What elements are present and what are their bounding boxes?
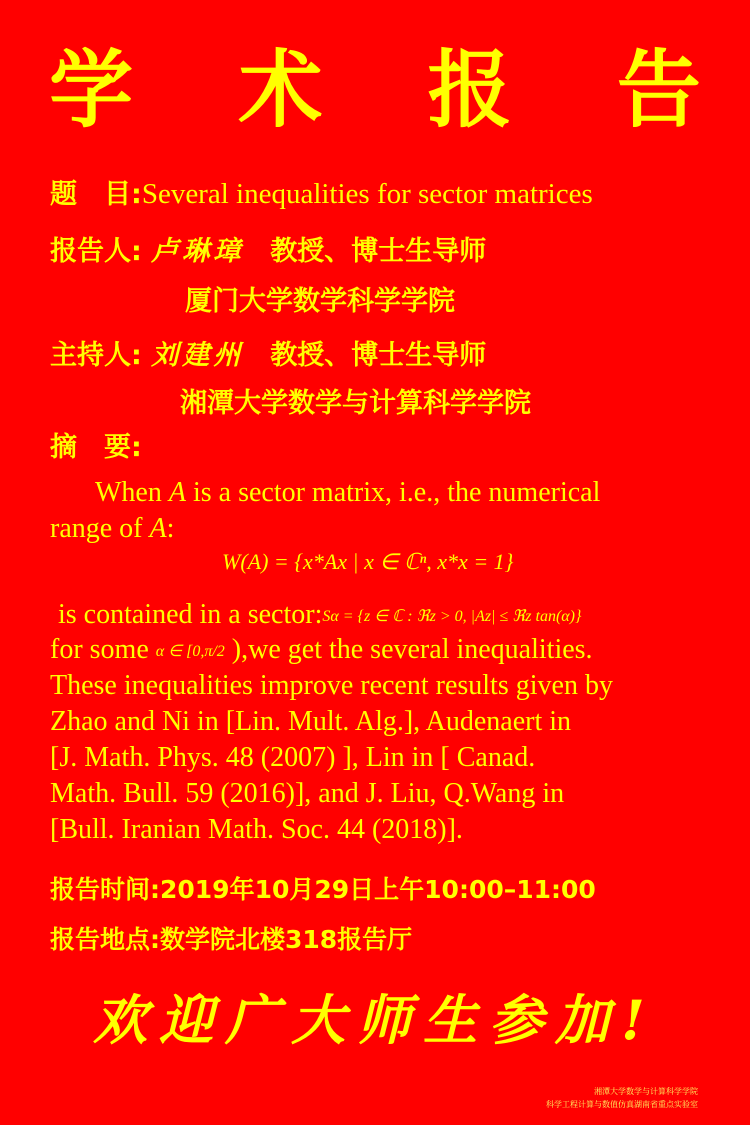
sector-formula: Sα = {z ∈ ℂ : ℜz > 0, |Az| ≤ ℜz tan(α)} [322, 608, 582, 626]
poster-title: 学 术 报 告 [49, 40, 739, 139]
abstract-line-2 [50, 511, 174, 546]
abstract-text: is a sector matrix, i.e., the numerical [192, 477, 601, 508]
speaker-row [50, 234, 486, 270]
speaker-label: 报告人: [50, 236, 142, 267]
numerical-range-formula: W(A) = {x*Ax | x ∈ ℂⁿ, x*x = 1} [222, 549, 514, 574]
speaker-title: 教授、博士生导师 [270, 236, 487, 267]
abstract-line-8: Math. Bull. 59 (2016)], and J. Liu, Q.Wang in [50, 778, 565, 809]
footer-organizer: 湘潭大学数学与计算科学学院 [594, 1087, 698, 1096]
math-var: A [168, 477, 186, 508]
abstract-line-3 [58, 597, 581, 634]
abstract-line-1 [95, 475, 600, 510]
abstract-line-5: These inequalities improve recent results given by [50, 670, 613, 701]
host-label: 主持人: [50, 340, 142, 371]
topic-value: Several inequalities for sector matrices [141, 178, 593, 210]
abstract-text: : [166, 513, 175, 544]
alpha-formula: α ∈ [0,π/2 [155, 643, 225, 661]
abstract-line-4 [50, 632, 593, 669]
time-value: 2019年10月29日上午10:00–11:00 [160, 875, 596, 904]
abstract-text: range of [50, 513, 143, 544]
math-var: A [149, 513, 167, 544]
place-row [50, 922, 412, 958]
abstract-text: is contained in a sector: [58, 599, 323, 630]
topic-row [50, 176, 593, 213]
abstract-text: for some [50, 634, 149, 665]
abstract-line-9: [Bull. Iranian Math. Soc. 44 (2018)]. [50, 814, 463, 845]
place-value: 数学院北楼318报告厅 [160, 925, 413, 954]
topic-label: 题 目: [50, 179, 142, 210]
host-row [50, 338, 486, 374]
speaker-affiliation: 厦门大学数学科学学院 [185, 286, 455, 317]
abstract-line-7: [J. Math. Phys. 48 (2007) ], Lin in [ Canad. [50, 742, 536, 773]
welcome-banner: 欢迎广大师生参加! [93, 988, 657, 1052]
host-name: 刘建州 [151, 340, 245, 371]
speaker-name: 卢琳璋 [151, 236, 245, 267]
place-label: 报告地点: [50, 925, 160, 954]
abstract-line-6: Zhao and Ni in [Lin. Mult. Alg.], Audenaert in [50, 706, 572, 737]
abstract-text: ),we get the several inequalities. [231, 634, 593, 665]
time-row [50, 872, 596, 908]
abstract-text: When [95, 477, 162, 508]
footer-lab: 科学工程计算与数值仿真湖南省重点实验室 [546, 1100, 698, 1109]
abstract-label: 摘 要: [50, 432, 142, 463]
time-label: 报告时间: [50, 875, 160, 904]
host-title: 教授、博士生导师 [270, 340, 487, 371]
host-affiliation: 湘潭大学数学与计算科学学院 [180, 388, 531, 419]
